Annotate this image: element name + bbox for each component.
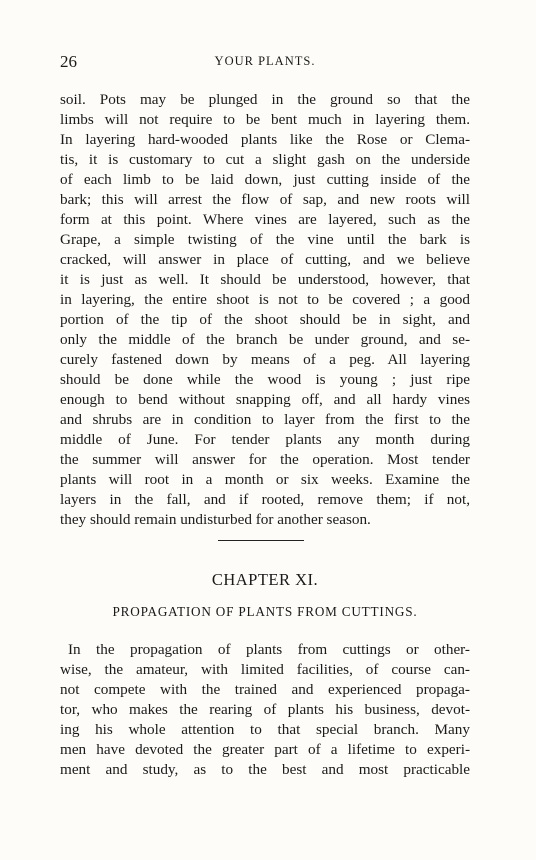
chapter-title: CHAPTER XI. [211, 570, 319, 589]
text-line: plants will root in a month or six weeks. Examine the [60, 471, 470, 488]
text-line: tis, it is customary to cut a slight gash on the underside [60, 151, 470, 168]
running-head: YOUR PLANTS. [214, 54, 316, 68]
text-line: in layering, the entire shoot is not to be covered ; a good [60, 291, 470, 308]
chapter-text [60, 640, 470, 780]
text-line: the summer will answer for the operation. Most tender [60, 451, 470, 468]
text-line: Grape, a simple twisting of the vine until the bark is [60, 231, 470, 248]
text-line: layers in the fall, and if rooted, remove them; if not, [60, 491, 470, 508]
body-text [60, 90, 470, 530]
text-line: ment and study, as to the best and most practicable [60, 761, 470, 778]
text-line: portion of the tip of the shoot should be in sight, and [60, 311, 470, 328]
text-line: In layering hard-wooded plants like the Rose or Clema- [60, 131, 470, 148]
text-line: middle of June. For tender plants any month during [60, 431, 470, 448]
text-line: not compete with the trained and experienced propaga- [60, 681, 470, 698]
text-line: wise, the amateur, with limited facilities, of course can- [60, 661, 470, 678]
text-line: soil. Pots may be plunged in the ground so that the [60, 91, 470, 108]
text-line: men have devoted the greater part of a lifetime to experi- [60, 741, 470, 758]
text-line: it is just as well. It should be understood, however, that [60, 271, 470, 288]
text-line: curely fastened down by means of a peg. All layering [60, 351, 470, 368]
text-line: In the propagation of plants from cuttings or other- [68, 641, 470, 658]
text-line: tor, who makes the rearing of plants his business, devot- [60, 701, 470, 718]
text-line: bark; this will arrest the flow of sap, and new roots will [60, 191, 470, 208]
text-line: of each limb to be laid down, just cutting inside of the [60, 171, 470, 188]
text-line: should be done while the wood is young ; just ripe [60, 371, 470, 388]
text-line: cracked, will answer in place of cutting, and we believe [60, 251, 470, 268]
text-line: they should remain undisturbed for another season. [60, 511, 371, 528]
text-line: ing his whole attention to that special branch. Many [60, 721, 470, 738]
page-header [60, 52, 470, 72]
text-line: limbs will not require to be bent much in layering them. [60, 111, 470, 128]
section-divider [218, 540, 304, 541]
text-line: enough to bend without snapping off, and all hardy vines [60, 391, 470, 408]
page-number: 26 [60, 52, 77, 71]
chapter-subtitle: PROPAGATION OF PLANTS FROM CUTTINGS. [112, 604, 418, 619]
text-line: form at this point. Where vines are layered, such as the [60, 211, 470, 228]
text-line: and shrubs are in condition to layer from the first to the [60, 411, 470, 428]
text-line: only the middle of the branch be under ground, and se- [60, 331, 470, 348]
